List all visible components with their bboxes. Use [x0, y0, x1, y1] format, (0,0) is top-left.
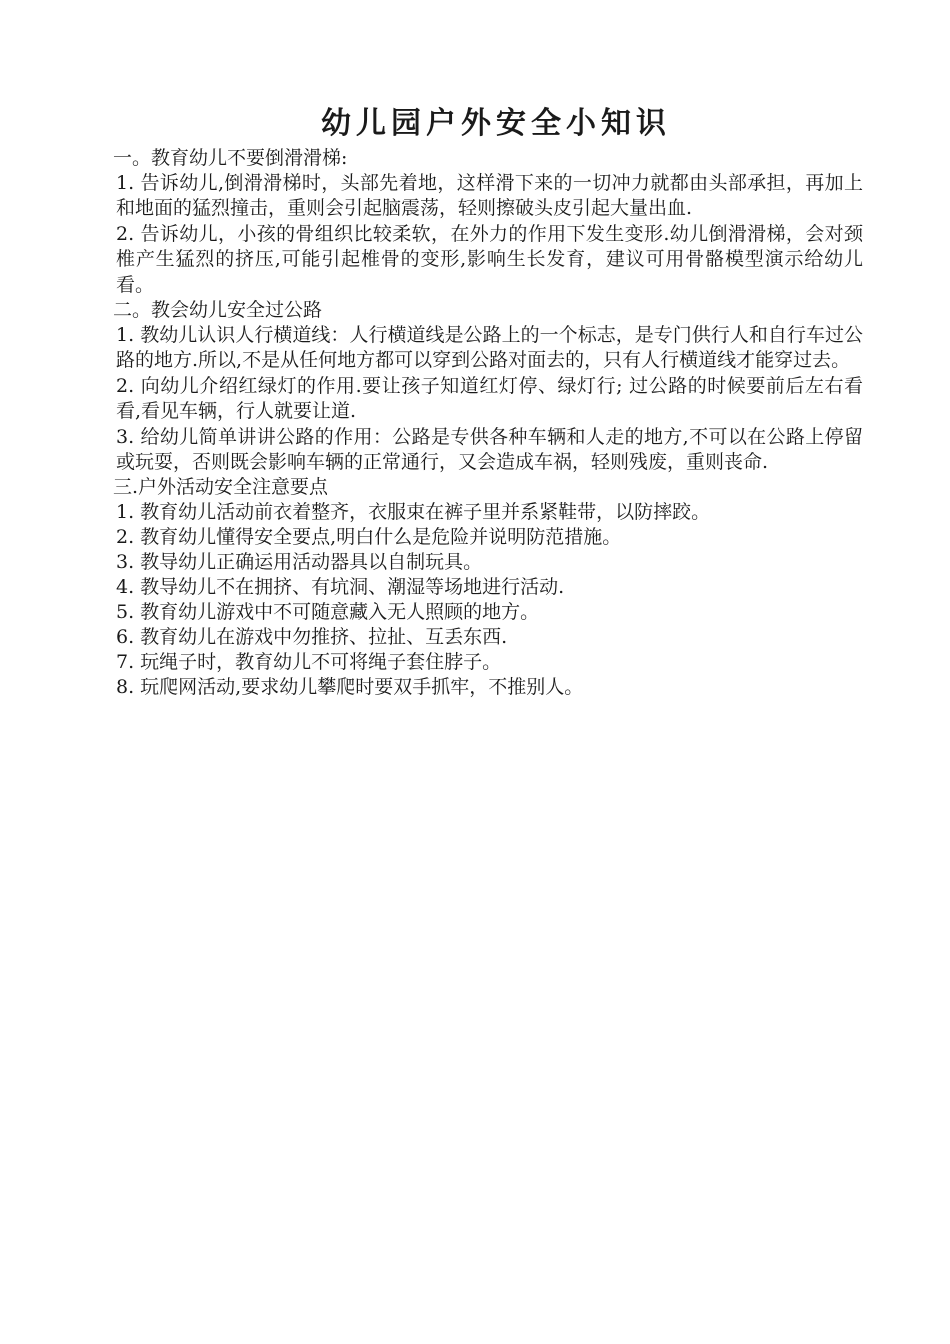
- section-heading: 一。教育幼儿不要倒滑滑梯:: [113, 147, 348, 169]
- section-outdoor-activity: [113, 475, 863, 700]
- section-paragraph: 1. 教幼儿认识人行横道线：人行横道线是公路上的一个标志，是专门供行人和自行车过公路的地方.所以,不是从任何地方都可以穿到公路对面去的，只有人行横道线才能穿过去。: [116, 324, 863, 372]
- section-heading: 三.户外活动安全注意要点: [113, 476, 329, 499]
- list-item: 5. 教育幼儿游戏中不可随意藏入无人照顾的地方。: [116, 601, 540, 624]
- list-item: 6. 教育幼儿在游戏中勿推挤、拉扯、互丢东西.: [116, 626, 508, 649]
- document-title: 幼儿园户外安全小知识: [321, 106, 671, 141]
- list-item: 2. 教育幼儿懂得安全要点,明白什么是危险并说明防范措施。: [116, 526, 622, 549]
- section-paragraph: 2. 告诉幼儿，小孩的骨组织比较柔软，在外力的作用下发生变形.幼儿倒滑滑梯，会对颈椎产生猛烈的挤压,可能引起椎骨的变形,影响生长发育，建议可用骨骼模型演示给幼儿看。: [116, 222, 863, 296]
- section-paragraph: 1. 告诉幼儿,倒滑滑梯时，头部先着地，这样滑下来的一切冲力就都由头部承担，再加上和地面的猛烈撞击，重则会引起脑震荡，轻则擦破头皮引起大量出血.: [116, 172, 863, 220]
- section-heading: 二。教会幼儿安全过公路: [113, 299, 323, 322]
- section-road-crossing: [113, 298, 863, 475]
- list-item: 8. 玩爬网活动,要求幼儿攀爬时要双手抓牢，不推别人。: [116, 676, 584, 699]
- list-item: 7. 玩绳子时，教育幼儿不可将绳子套住脖子。: [116, 651, 502, 674]
- list-item: 3. 教导幼儿正确运用活动器具以自制玩具。: [116, 551, 483, 574]
- list-item: 4. 教导幼儿不在拥挤、有坑洞、潮湿等场地进行活动.: [116, 576, 565, 599]
- section-reverse-slide: [113, 146, 863, 298]
- document-page: [113, 104, 863, 700]
- section-paragraph: 3. 给幼儿简单讲讲公路的作用：公路是专供各种车辆和人走的地方,不可以在公路上停留或玩耍，否则既会影响车辆的正常通行，又会造成车祸，轻则残废，重则丧命.: [116, 425, 863, 474]
- section-paragraph: 2. 向幼儿介绍红绿灯的作用.要让孩子知道红灯停、绿灯行; 过公路的时候要前后左右看看,看见车辆，行人就要让道.: [116, 374, 863, 423]
- list-item: 1. 教育幼儿活动前衣着整齐，衣服束在裤子里并系紧鞋带，以防摔跤。: [116, 501, 711, 524]
